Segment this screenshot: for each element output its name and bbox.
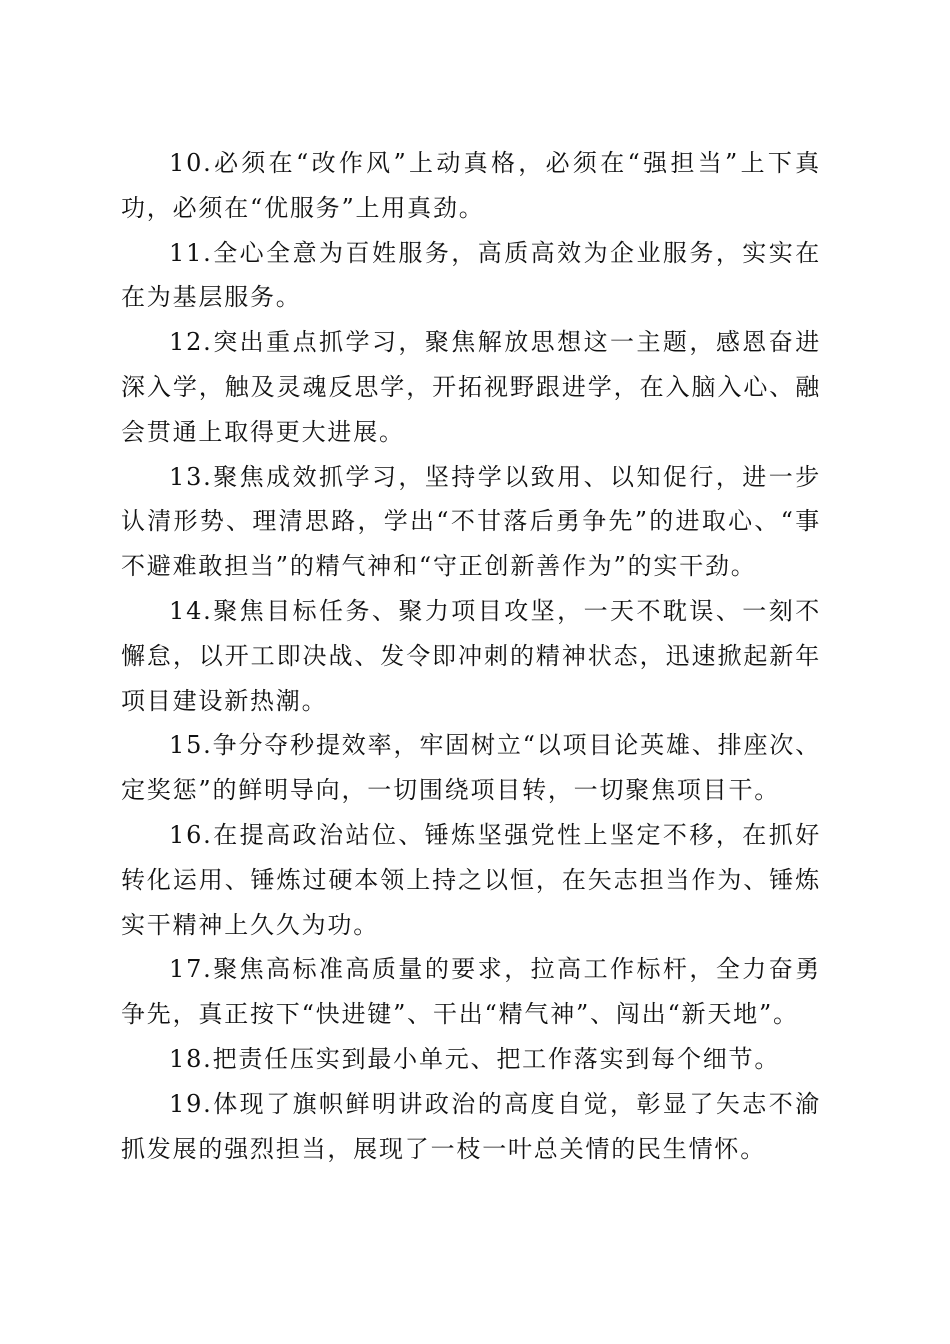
paragraph-11: 11.全心全意为百姓服务，高质高效为企业服务，实实在在为基层服务。 — [121, 238, 821, 312]
paragraph-15: 15.争分夺秒提效率，牢固树立“以项目论英雄、排座次、定奖惩”的鲜明导向，一切围绕项目转，一切聚焦项目干。 — [121, 731, 821, 805]
paragraph-10: 10.必须在“改作风”上动真格，必须在“强担当”上下真功，必须在“优服务”上用真劲。 — [121, 149, 821, 222]
paragraph-16: 16.在提高政治站位、锤炼坚强党性上坚定不移，在抓好转化运用、锤炼过硬本领上持之以恒，在矢志担当作为、锤炼实干精神上久久为功。 — [121, 820, 821, 939]
paragraph-19: 19.体现了旗帜鲜明讲政治的高度自觉，彰显了矢志不渝抓发展的强烈担当，展现了一枝一叶总关情的民生情怀。 — [121, 1089, 821, 1163]
document-body — [121, 141, 821, 1171]
paragraph-12: 12.突出重点抓学习，聚焦解放思想这一主题，感恩奋进深入学，触及灵魂反思学，开拓视野跟进学，在入脑入心、融会贯通上取得更大进展。 — [121, 328, 821, 446]
paragraph-17: 17.聚焦高标准高质量的要求，拉高工作标杆，全力奋勇争先，真正按下“快进键”、干出“精气神”、闯出“新天地”。 — [121, 955, 821, 1029]
paragraph-13: 13.聚焦成效抓学习，坚持学以致用、以知促行，进一步认清形势、理清思路，学出“不甘落后勇争先”的进取心、“事不避难敢担当”的精气神和“守正创新善作为”的实干劲。 — [121, 462, 821, 581]
paragraph-14: 14.聚焦目标任务、聚力项目攻坚，一天不耽误、一刻不懈怠，以开工即决战、发令即冲刺的精神状态，迅速掀起新年项目建设新热潮。 — [121, 596, 821, 715]
paragraph-18: 18.把责任压实到最小单元、把工作落实到每个细节。 — [169, 1044, 781, 1073]
